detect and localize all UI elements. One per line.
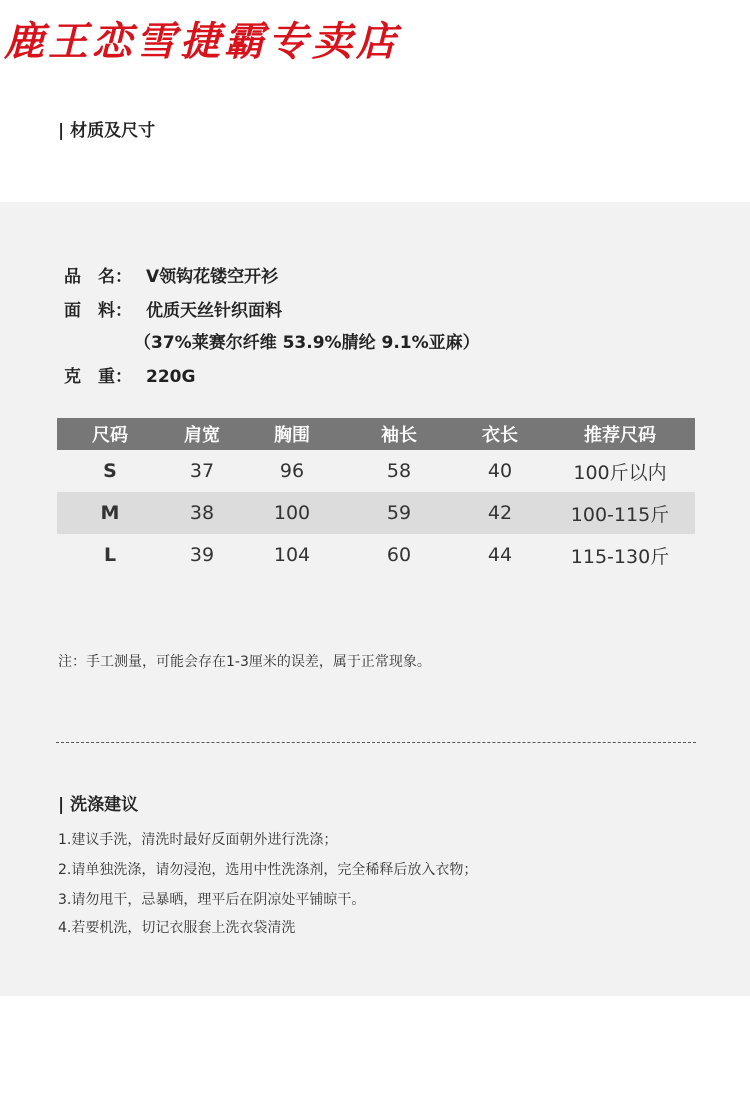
spec-product-name	[64, 262, 278, 287]
header-size: 尺码	[57, 418, 163, 450]
shop-name-banner: 鹿王恋雪捷霸专卖店	[4, 18, 400, 65]
cell-recommend: 100-115斤	[545, 492, 695, 534]
cell-shoulder: 37	[189, 460, 215, 482]
dashed-divider	[56, 742, 696, 743]
wash-section-title: | 洗涤建议	[58, 795, 139, 815]
cell-recommend: 115-130斤	[570, 545, 670, 568]
cell-length: 44	[487, 544, 513, 566]
size-table-header	[57, 418, 695, 450]
table-row	[57, 450, 695, 492]
cell-length: 42	[455, 492, 545, 534]
cell-sleeve: 60	[386, 544, 412, 566]
spec-composition: （37%莱赛尔纤维 53.9%腈纶 9.1%亚麻）	[134, 333, 480, 353]
wash-item: 2.请单独洗涤，请勿浸泡，选用中性洗涤剂，完全稀释后放入衣物；	[58, 862, 478, 878]
wash-item: 4.若要机洗，切记衣服套上洗衣袋清洗	[58, 920, 296, 936]
cell-chest: 100	[241, 492, 343, 534]
cell-size: L	[103, 544, 117, 566]
spec-name-value: V领钩花镂空开衫	[146, 267, 279, 287]
spec-name-label: 品 名：	[64, 267, 132, 287]
spec-fabric-label: 面 料：	[64, 301, 132, 321]
header-chest: 胸围	[241, 418, 343, 450]
cell-length: 40	[487, 460, 513, 482]
cell-chest: 96	[279, 460, 305, 482]
wash-item: 3.请勿甩干，忌暴晒，理平后在阴凉处平铺晾干。	[58, 892, 366, 908]
cell-shoulder: 39	[189, 544, 215, 566]
size-table	[57, 418, 695, 576]
header-recommend: 推荐尺码	[545, 418, 695, 450]
spec-weight-label: 克 重：	[64, 367, 132, 387]
spec-fabric-value: 优质天丝针织面料	[146, 301, 282, 321]
cell-chest: 104	[273, 544, 311, 566]
spec-fabric	[64, 296, 282, 321]
cell-shoulder: 38	[163, 492, 241, 534]
header-sleeve: 袖长	[343, 418, 455, 450]
measurement-note: 注：手工测量，可能会存在1-3厘米的误差，属于正常现象。	[58, 654, 431, 670]
table-row	[57, 534, 695, 576]
cell-size: M	[57, 492, 163, 534]
header-length: 衣长	[455, 418, 545, 450]
spec-weight	[64, 362, 195, 387]
cell-recommend: 100斤以内	[573, 461, 667, 484]
cell-sleeve: 58	[386, 460, 412, 482]
material-section-title: | 材质及尺寸	[58, 121, 156, 141]
spec-weight-value: 220G	[146, 367, 196, 387]
table-row	[57, 492, 695, 534]
cell-sleeve: 59	[343, 492, 455, 534]
wash-item: 1.建议手洗，清洗时最好反面朝外进行洗涤；	[58, 832, 338, 848]
cell-size: S	[103, 460, 117, 482]
header-shoulder: 肩宽	[163, 418, 241, 450]
